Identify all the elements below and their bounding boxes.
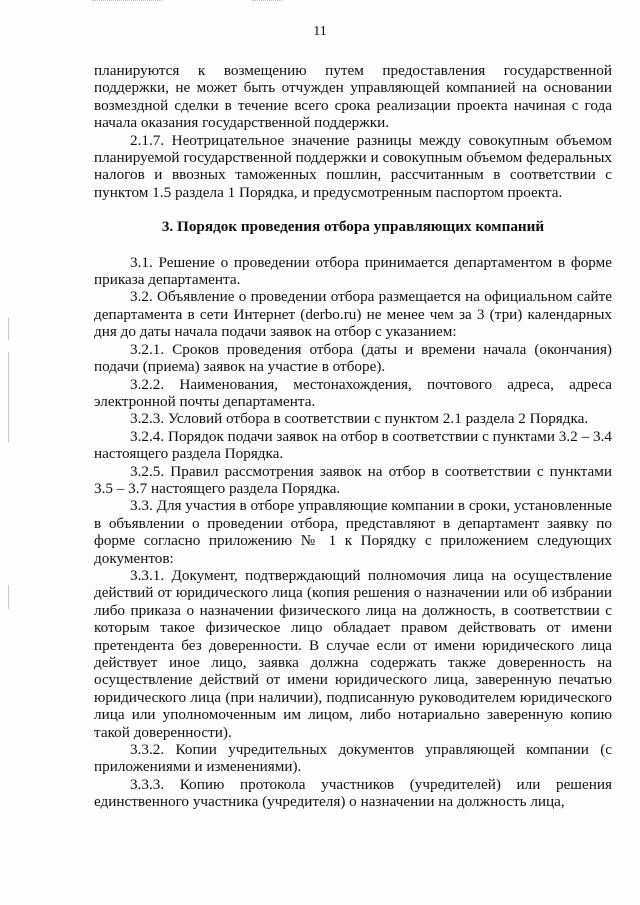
document-body [94,62,612,811]
paragraph: 3.2.5. Правил рассмотрения заявок на отбор в соответствии с пунктами 3.5 – 3.7 настоящего раздела Порядка. [94,462,612,497]
section-title: 3. Порядок проведения отбора управляющих компаний [161,218,545,236]
paragraph: 3.3.3. Копию протокола участников (учредителей) или решения единственного участника (учредителя) о назначении на должность лица, [94,775,612,811]
scan-artifact [8,585,9,609]
paragraph: 2.1.7. Неотрицательное значение разницы между совокупным объемом планируемой государственной поддержки и совокупным объемом федеральных налогов и ввозных таможенных пошлин, рассчитанным в соответствии с пунктом 1.5 раздела 1 Порядка, и предусмотренным паспортом проекта. [94,131,612,201]
paragraph: 3.2.3. Условий отбора в соответствии с пунктом 2.1 раздела 2 Порядка. [130,410,589,428]
paragraph: 3.2.1. Сроков проведения отбора (даты и времени начала (окончания) подачи (приема) заявок на участие в отборе). [94,340,612,376]
scan-artifact [252,0,282,4]
paragraph: планируются к возмещению путем предоставления государственной поддержки, не может быть отчужден управляющей компанией на основании возмездной сделки в течение всего срока реализации проекта начиная с года начала оказания государственной поддержки. [94,62,612,132]
paragraph: 3.3.2. Копии учредительных документов управляющей компании (с приложениями и изменениями). [94,741,612,776]
scan-artifact [8,352,9,442]
paragraph: 3.2.4. Порядок подачи заявок на отбор в соответствии с пунктами 3.2 – 3.4 настоящего раздела Порядка. [94,427,612,463]
scan-artifact [92,0,162,4]
paragraph: 3.2.2. Наименования, местонахождения, почтового адреса, адреса электронной почты департамента. [94,375,612,410]
paragraph: 3.2. Объявление о проведении отбора размещается на официальном сайте департамента в сети Интернет (derbo.ru) не менее чем за 3 (три) календарных дня до даты начала подачи заявок на отбор с указанием: [94,288,612,341]
paragraph: 3.1. Решение о проведении отбора принимается департаментом в форме приказа департамента. [94,253,612,289]
scan-artifact [8,318,9,340]
paragraph: 3.3.1. Документ, подтверждающий полномочия лица на осуществление действий от юридического лица (копия решения о назначении или об избрании либо приказа о назначении физического лица на должность, в соответствии с которым такое физическое лицо обладает правом действовать от имени претендента без доверенности. В случае если от имени юридического лица действует иное лицо, заявка должна содержать также доверенность на осуществление действий от имени юридического лица, заверенную печатью юридического лица (при наличии), подписанную руководителем юридического лица или уполномоченным им лицом, либо нотариально заверенную копию такой доверенности). [94,566,612,741]
page-number: 11 [313,24,327,39]
paragraph: 3.3. Для участия в отборе управляющие компании в сроки, установленные в объявлении о проведении отбора, представляют в департамент заявку по форме согласно приложению № 1 к Порядку с приложением следующих документов: [94,497,612,567]
